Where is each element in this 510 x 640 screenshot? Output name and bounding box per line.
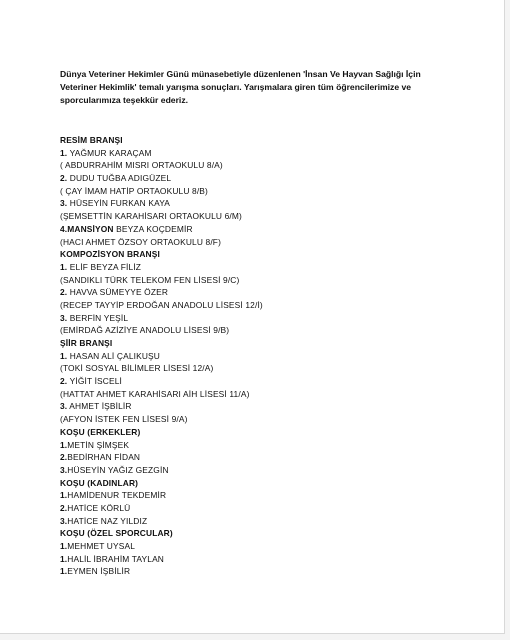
winner-name: [60, 286, 460, 299]
name: HATİCE KÖRLÜ: [67, 502, 131, 513]
name: AHMET İŞBİLİR: [67, 401, 132, 412]
section-heading-siir: ŞİİR BRANŞI: [60, 338, 113, 348]
name: BEDİRHAN FİDAN: [67, 452, 141, 463]
name: YAĞMUR KARAÇAM: [67, 147, 152, 158]
winner-name: [60, 451, 460, 464]
rank: 1.: [60, 350, 68, 361]
name: HÜSEYİN YAĞIZ GEZGİN: [67, 464, 169, 475]
rank: 2.: [60, 376, 68, 387]
winner-name: [60, 489, 460, 502]
name: DUDU TUĞBA ADIGÜZEL: [67, 173, 172, 184]
name: MEHMET UYSAL: [67, 541, 136, 551]
winner-name: [60, 565, 460, 578]
rank: 1.: [60, 566, 68, 577]
rank: 1.: [60, 490, 68, 501]
name: HAVVA SÜMEYYE ÖZER: [67, 287, 169, 298]
winner-name: [60, 515, 460, 528]
name: YİĞİT İSCELİ: [67, 376, 122, 387]
name: HASAN ALİ ÇALIKUŞU: [67, 350, 160, 361]
intro-line: sporcularımıza teşekkür ederiz.: [60, 95, 189, 105]
name: METİN ŞİMŞEK: [67, 439, 130, 450]
results-list: [60, 134, 460, 578]
rank: 1.: [60, 439, 68, 450]
winner-name: [60, 172, 460, 185]
winner-name: [60, 540, 460, 553]
rank: 1.: [60, 541, 68, 551]
name: HATİCE NAZ YILDIZ: [67, 515, 148, 526]
name: EYMEN İŞBİLİR: [67, 566, 131, 577]
winner-school: (RECEP TAYYİP ERDOĞAN ANADOLU LİSESİ 12/İ): [60, 299, 263, 310]
section-heading-resim: RESİM BRANŞI: [60, 135, 123, 145]
winner-school: (SANDIKLI TÜRK TELEKOM FEN LİSESİ 9/C): [60, 274, 240, 285]
winner-name: [60, 197, 460, 210]
rank: 3.: [60, 515, 68, 526]
name: BEYZA KOÇDEMİR: [113, 223, 193, 234]
rank: 3.: [60, 198, 68, 209]
winner-name: [60, 350, 460, 363]
intro-line: Dünya Veteriner Hekimler Günü münasebetiyle düzenlenen 'İnsan Ve Hayvan Sağlığı İçin: [60, 69, 421, 79]
winner-school: (HATTAT AHMET KARAHİSARI AİH LİSESİ 11/A): [60, 388, 250, 399]
winner-name: [60, 439, 460, 452]
name: HÜSEYİN FURKAN KAYA: [67, 198, 171, 209]
winner-name: [60, 400, 460, 413]
rank: 2.: [60, 502, 68, 513]
winner-name: [60, 261, 460, 274]
section-heading-kosu-kadinlar: KOŞU (KADINLAR): [60, 477, 139, 488]
section-heading-kosu-ozel-sporcular: KOŞU (ÖZEL SPORCULAR): [60, 528, 173, 539]
intro-paragraph: [60, 68, 450, 107]
rank: 1.: [60, 261, 68, 272]
name: ELİF BEYZA FİLİZ: [67, 261, 142, 272]
winner-name: [60, 223, 460, 236]
winner-name: [60, 502, 460, 515]
winner-school: (AFYON İSTEK FEN LİSESİ 9/A): [60, 414, 188, 425]
rank: 3.: [60, 401, 68, 412]
winner-school: (HACI AHMET ÖZSOY ORTAOKULU 8/F): [60, 236, 222, 247]
winner-school: (EMİRDAĞ AZİZİYE ANADOLU LİSESİ 9/B): [60, 325, 230, 336]
winner-school: ( ABDURRAHİM MISRI ORTAOKULU 8/A): [60, 160, 223, 171]
intro-line: Veteriner Hekimlik' temalı yarışma sonuçları. Yarışmalara giren tüm öğrencilerimize ve: [60, 82, 412, 92]
rank: 1.: [60, 147, 68, 158]
winner-name: [60, 147, 460, 160]
winner-name: [60, 464, 460, 477]
rank: 2.: [60, 287, 68, 298]
name: HALİL İBRAHİM TAYLAN: [67, 553, 164, 564]
rank: 1.: [60, 553, 68, 564]
rank: 3.: [60, 312, 68, 323]
winner-name: [60, 375, 460, 388]
name: HAMİDENUR TEKDEMİR: [67, 490, 167, 501]
winner-name: [60, 312, 460, 325]
rank: 2.: [60, 173, 68, 184]
winner-school: (ŞEMSETTİN KARAHİSARI ORTAOKULU 6/M): [60, 211, 242, 222]
winner-school: (TOKİ SOSYAL BİLİMLER LİSESİ 12/A): [60, 363, 214, 374]
name: BERFİN YEŞİL: [67, 312, 129, 323]
winner-name: [60, 553, 460, 566]
rank: 4.MANSİYON: [60, 223, 114, 234]
section-heading-kompozisyon: KOMPOZİSYON BRANŞI: [60, 249, 160, 260]
winner-school: ( ÇAY İMAM HATİP ORTAOKULU 8/B): [60, 185, 208, 196]
rank: 2.: [60, 452, 68, 463]
rank: 3.: [60, 464, 68, 475]
section-heading-kosu-erkekler: KOŞU (ERKEKLER): [60, 426, 141, 437]
